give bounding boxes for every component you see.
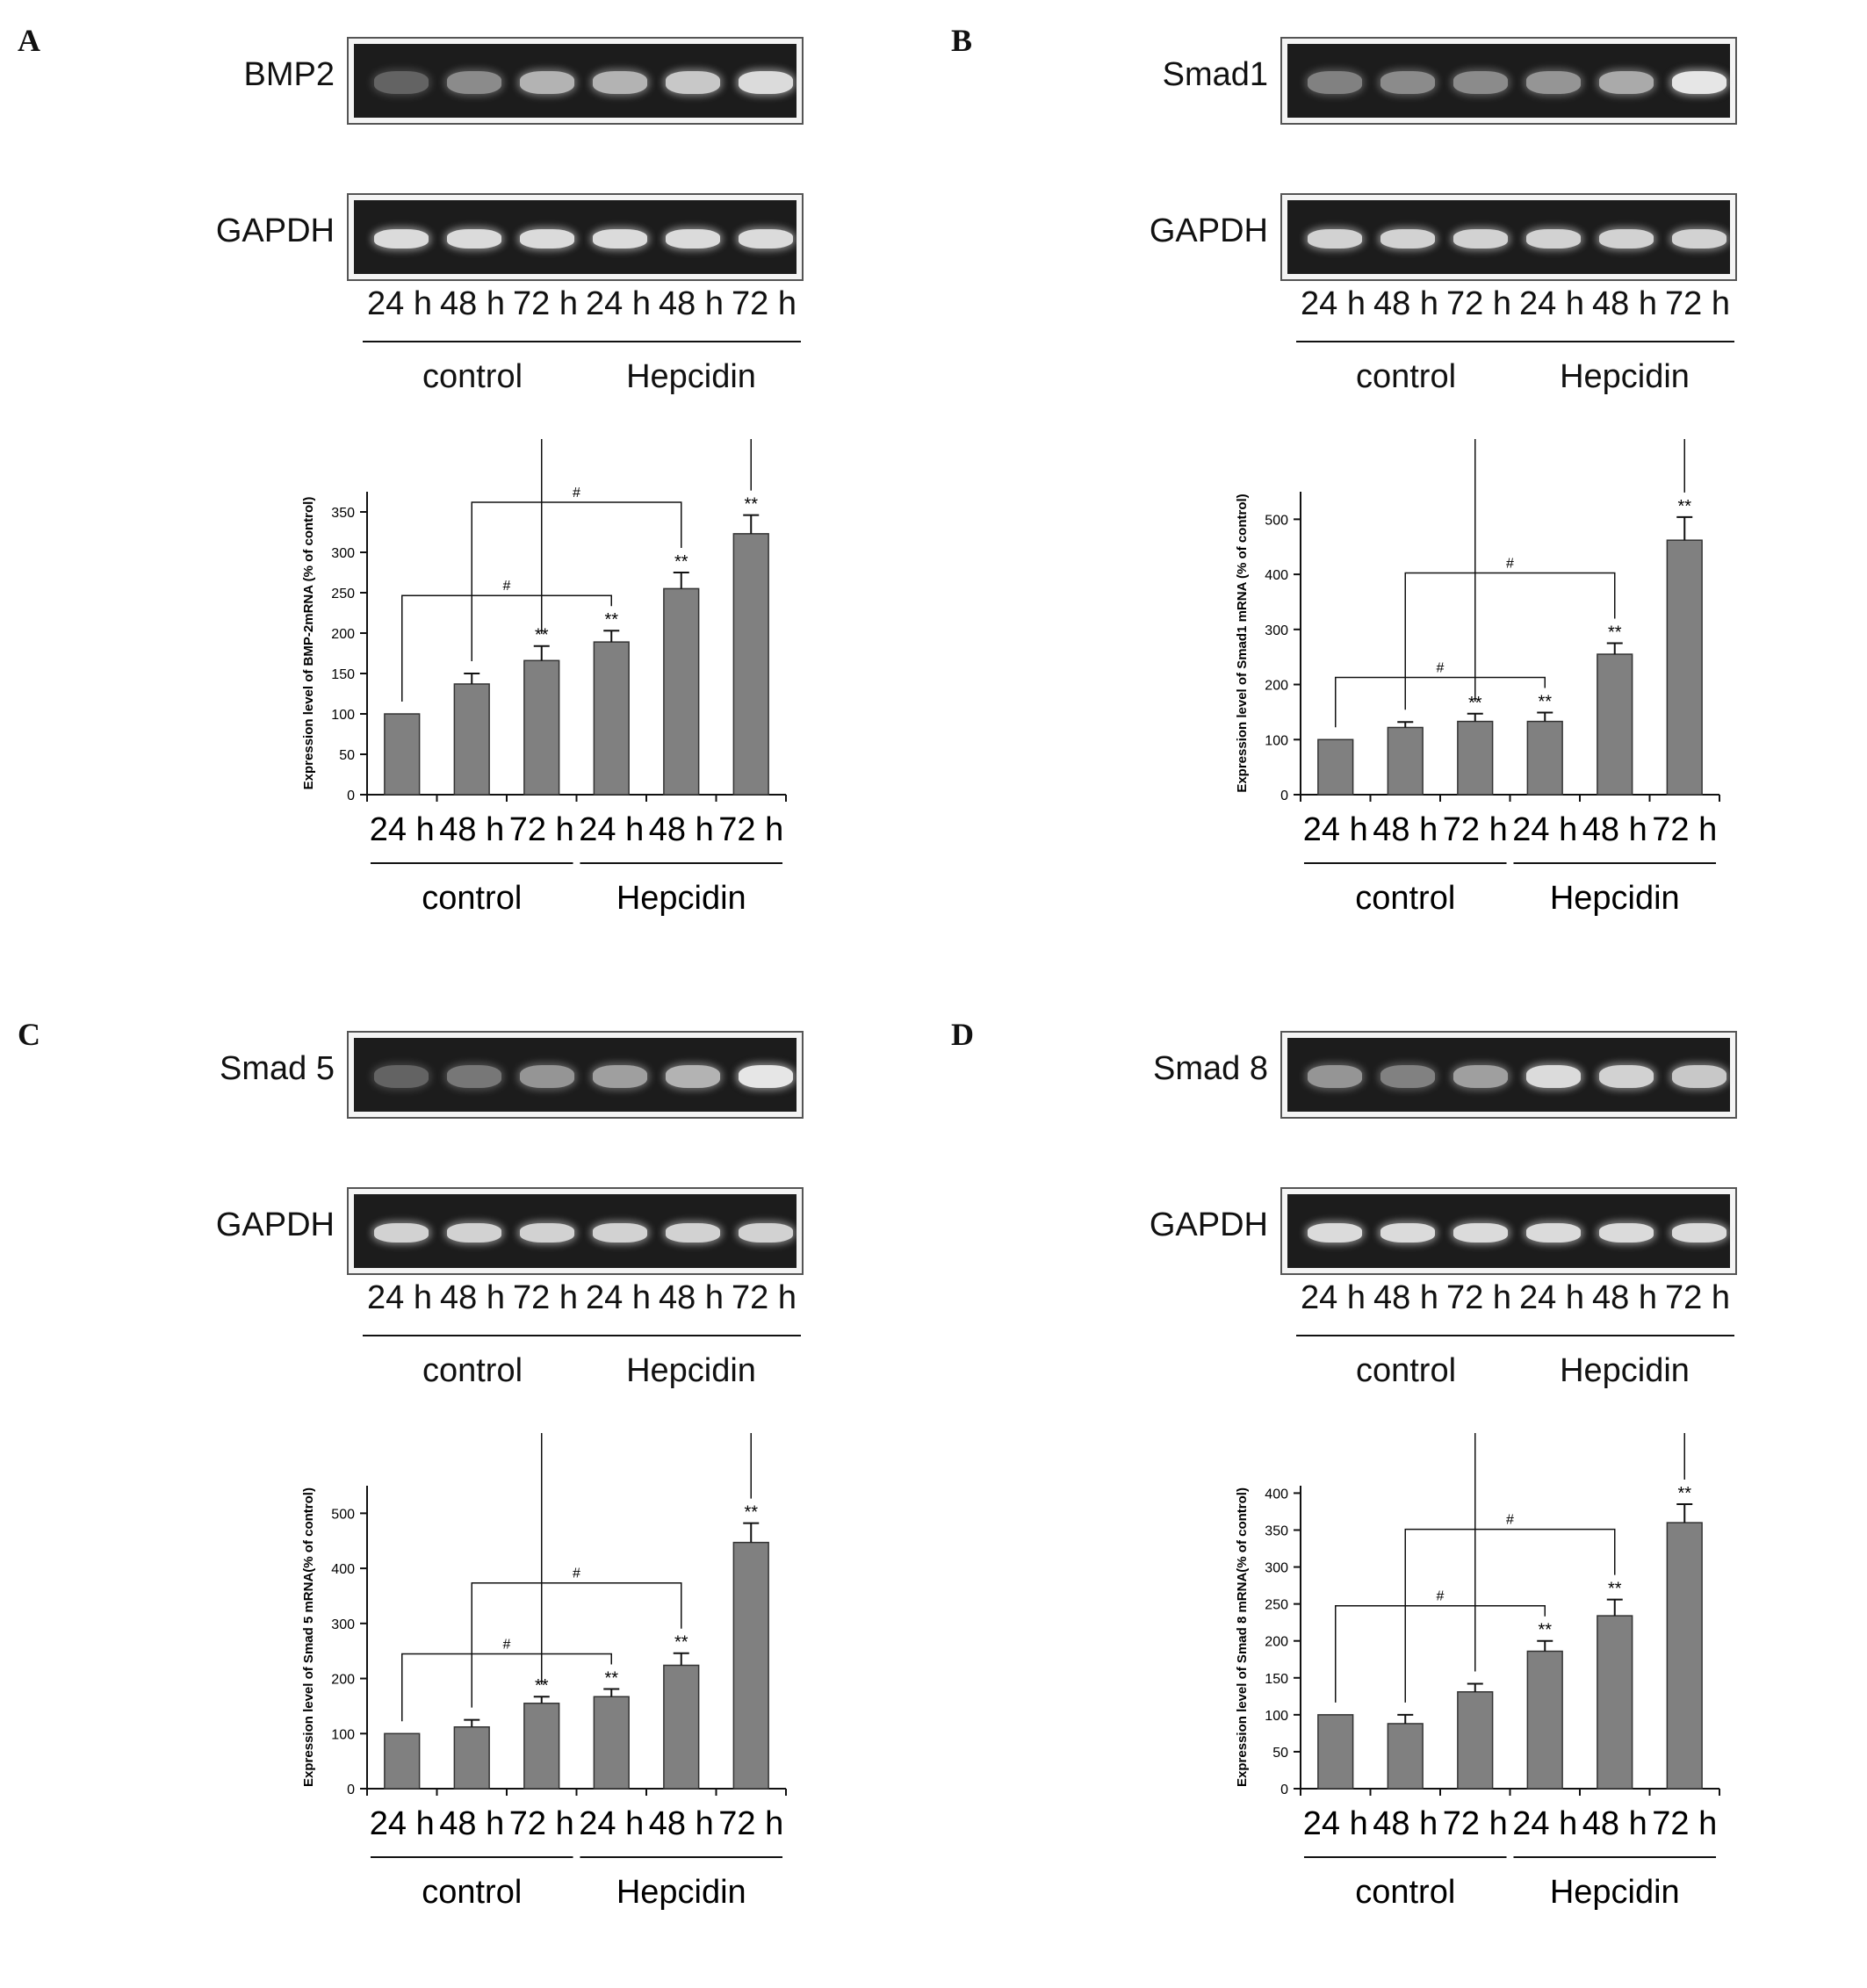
- gel-band: [1380, 1223, 1435, 1242]
- gel-band: [593, 229, 647, 248]
- panel-letter: A: [18, 23, 40, 58]
- gel-band: [1453, 71, 1508, 94]
- gel-background: [1287, 1194, 1730, 1268]
- gene-label: Smad 5: [220, 1050, 335, 1087]
- significance-marker: **: [674, 552, 688, 572]
- gel-lane-label: 48 h: [659, 1279, 724, 1316]
- gel-lane-label: 24 h: [1301, 285, 1366, 322]
- gene-gel-image: [1280, 37, 1737, 125]
- bar: [664, 1665, 699, 1789]
- x-tick-label: 24 h: [369, 1805, 435, 1842]
- chart-group-label: Hepcidin: [1549, 1874, 1680, 1911]
- gel-band: [1308, 71, 1362, 94]
- gel-band: [520, 1223, 574, 1242]
- gel-band: [1672, 229, 1726, 248]
- bar-chart: [0, 1433, 934, 1925]
- gel-band: [739, 71, 793, 94]
- x-tick-label: 48 h: [1373, 1805, 1438, 1842]
- gel-group-line: [1296, 1335, 1516, 1336]
- gel-band: [1526, 1065, 1581, 1088]
- gel-background: [1287, 1038, 1730, 1112]
- y-axis-label: Expression level of Smad1 mRNA (% of control): [1235, 493, 1250, 793]
- gapdh-gel-image: [347, 1187, 804, 1275]
- gel-band: [374, 229, 429, 248]
- panel-d: [934, 994, 1867, 1988]
- y-tick-label: 100: [331, 708, 355, 723]
- gel-lane-label: 24 h: [367, 285, 432, 322]
- y-tick-label: 200: [331, 1672, 355, 1688]
- y-tick-label: 0: [1280, 789, 1288, 803]
- panel-c: [0, 994, 934, 1988]
- significance-marker: **: [534, 1676, 549, 1696]
- gel-group-line: [1296, 341, 1516, 342]
- gel-group-line: [1515, 341, 1734, 342]
- gel-lane-label: 72 h: [1665, 285, 1730, 322]
- y-tick-label: 500: [1265, 513, 1288, 529]
- gel-band: [666, 1223, 720, 1242]
- y-tick-label: 150: [331, 667, 355, 682]
- gel-lane-label: 72 h: [732, 1279, 797, 1316]
- x-tick-label: 48 h: [439, 811, 505, 848]
- y-tick-label: 300: [331, 1617, 355, 1632]
- significance-marker: **: [1677, 1484, 1692, 1504]
- gel-band: [666, 71, 720, 94]
- x-tick-label: 48 h: [439, 1805, 505, 1842]
- y-tick-label: 300: [331, 546, 355, 561]
- x-tick-label: 72 h: [1652, 811, 1718, 848]
- gel-lane-label: 48 h: [1373, 285, 1438, 322]
- gel-group-label: control: [1355, 1352, 1457, 1389]
- gel-band: [739, 1065, 793, 1088]
- significance-marker: **: [1538, 692, 1553, 712]
- x-tick-label: 48 h: [1373, 811, 1438, 848]
- x-tick-label: 24 h: [1512, 1805, 1578, 1842]
- gapdh-label: GAPDH: [215, 1206, 335, 1243]
- gel-lane-label: 48 h: [440, 285, 505, 322]
- bar: [1458, 1692, 1493, 1789]
- gel-lane-label: 72 h: [1665, 1279, 1730, 1316]
- x-tick-label: 24 h: [579, 1805, 645, 1842]
- gel-group-label: Hepcidin: [626, 1352, 756, 1389]
- x-tick-label: 24 h: [1302, 811, 1368, 848]
- gene-gel-image: [347, 1031, 804, 1119]
- gel-band: [374, 71, 429, 94]
- gel-group-label: control: [422, 358, 523, 395]
- chart-group-label: control: [1355, 880, 1456, 917]
- gel-band: [666, 229, 720, 248]
- gene-gel-image: [1280, 1031, 1737, 1119]
- bar-chart: [0, 439, 934, 931]
- y-tick-label: 500: [331, 1507, 355, 1523]
- gene-label: BMP2: [243, 56, 335, 93]
- y-tick-label: 200: [1265, 678, 1288, 694]
- bracket-label: #: [1436, 1588, 1445, 1604]
- significance-marker: **: [604, 1668, 619, 1689]
- gel-lane-label: 72 h: [513, 285, 578, 322]
- bar: [1667, 1523, 1702, 1789]
- gapdh-label: GAPDH: [1149, 1206, 1268, 1243]
- significance-bracket: [402, 595, 612, 702]
- gel-group-label: Hepcidin: [1560, 1352, 1690, 1389]
- gel-band: [1453, 1223, 1508, 1242]
- gapdh-gel-image: [1280, 1187, 1737, 1275]
- gapdh-gel-image: [1280, 193, 1737, 281]
- bar-chart: [934, 439, 1867, 931]
- bracket-label: #: [573, 1566, 580, 1581]
- significance-bracket: [1336, 1606, 1546, 1703]
- gel-group-label: control: [422, 1352, 523, 1389]
- bracket-label: #: [1506, 1512, 1514, 1528]
- x-tick-label: 48 h: [648, 811, 714, 848]
- gel-band: [520, 1065, 574, 1088]
- panel-letter: B: [951, 23, 973, 58]
- gel-band: [1453, 229, 1508, 248]
- bar-chart: [934, 1433, 1867, 1925]
- bar: [454, 684, 489, 795]
- gel-group-line: [581, 341, 801, 342]
- gel-band: [1380, 1065, 1435, 1088]
- bar: [1388, 727, 1423, 795]
- significance-bracket: [402, 1653, 612, 1721]
- significance-marker: **: [674, 1632, 688, 1653]
- gel-band: [374, 1065, 429, 1088]
- bar: [664, 588, 699, 795]
- gel-background: [1287, 200, 1730, 274]
- gel-lane-label: 48 h: [1373, 1279, 1438, 1316]
- gel-background: [354, 44, 797, 118]
- significance-marker: **: [534, 625, 549, 645]
- significance-marker: **: [1607, 623, 1622, 643]
- y-tick-label: 0: [347, 789, 355, 803]
- x-tick-label: 24 h: [1302, 1805, 1368, 1842]
- y-tick-label: 100: [1265, 733, 1288, 749]
- bar: [385, 714, 420, 795]
- y-tick-label: 350: [1265, 1523, 1288, 1539]
- gel-band: [1599, 71, 1654, 94]
- bar: [1527, 1651, 1562, 1789]
- significance-bracket: [542, 1433, 752, 1684]
- gel-band: [447, 1065, 501, 1088]
- x-tick-label: 48 h: [648, 1805, 714, 1842]
- y-tick-label: 50: [339, 748, 355, 763]
- chart-group-label: control: [422, 1874, 523, 1911]
- x-tick-label: 48 h: [1582, 1805, 1647, 1842]
- y-tick-label: 250: [1265, 1597, 1288, 1613]
- y-tick-label: 400: [331, 1562, 355, 1578]
- gel-band: [593, 71, 647, 94]
- gel-band: [1526, 229, 1581, 248]
- bar: [524, 660, 559, 795]
- significance-marker: **: [604, 610, 619, 630]
- gel-band: [1526, 71, 1581, 94]
- gel-background: [354, 1038, 797, 1112]
- gel-lane-label: 24 h: [586, 1279, 651, 1316]
- gel-band: [447, 1223, 501, 1242]
- bracket-label: #: [502, 579, 511, 594]
- gel-band: [1380, 71, 1435, 94]
- gel-band: [1672, 1065, 1726, 1088]
- bar: [1527, 722, 1562, 795]
- bar: [1318, 739, 1353, 795]
- gel-band: [1308, 1065, 1362, 1088]
- gel-band: [1308, 1223, 1362, 1242]
- gel-band: [374, 1223, 429, 1242]
- gel-lane-label: 24 h: [367, 1279, 432, 1316]
- y-tick-label: 400: [1265, 1487, 1288, 1502]
- bar: [594, 1696, 629, 1789]
- bracket-label: #: [573, 486, 580, 501]
- bar: [733, 534, 768, 795]
- significance-bracket: [1336, 678, 1546, 728]
- y-tick-label: 300: [1265, 623, 1288, 638]
- gel-band: [520, 229, 574, 248]
- gel-lane-label: 24 h: [1301, 1279, 1366, 1316]
- gel-group-line: [363, 1335, 582, 1336]
- gel-group-line: [1515, 1335, 1734, 1336]
- chart-group-label: control: [422, 880, 523, 917]
- gene-gel-image: [347, 37, 804, 125]
- gel-background: [1287, 44, 1730, 118]
- gel-lane-label: 72 h: [513, 1279, 578, 1316]
- gel-background: [354, 1194, 797, 1268]
- x-tick-label: 24 h: [579, 811, 645, 848]
- significance-bracket: [1405, 573, 1615, 710]
- gapdh-label: GAPDH: [1149, 212, 1268, 249]
- gel-background: [354, 200, 797, 274]
- chart-group-label: control: [1355, 1874, 1456, 1911]
- gel-band: [1380, 229, 1435, 248]
- gel-band: [1453, 1065, 1508, 1088]
- significance-marker: **: [1538, 1620, 1553, 1640]
- bracket-label: #: [1506, 556, 1514, 572]
- gel-lane-label: 72 h: [1446, 285, 1511, 322]
- gel-group-line: [581, 1335, 801, 1336]
- gapdh-gel-image: [347, 193, 804, 281]
- x-tick-label: 72 h: [718, 1805, 784, 1842]
- x-tick-label: 24 h: [1512, 811, 1578, 848]
- chart-group-label: Hepcidin: [616, 880, 746, 917]
- gel-band: [1672, 1223, 1726, 1242]
- y-tick-label: 100: [1265, 1708, 1288, 1724]
- significance-marker: **: [1607, 1579, 1622, 1599]
- bracket-label: #: [502, 1637, 511, 1653]
- gel-lane-label: 24 h: [1519, 285, 1584, 322]
- y-tick-label: 250: [331, 587, 355, 601]
- gel-lane-label: 48 h: [659, 285, 724, 322]
- gel-group-line: [363, 341, 582, 342]
- significance-marker: **: [744, 1502, 759, 1523]
- significance-marker: **: [1677, 496, 1692, 516]
- x-tick-label: 72 h: [1442, 811, 1508, 848]
- panel-letter: D: [951, 1017, 974, 1052]
- gapdh-label: GAPDH: [215, 212, 335, 249]
- gel-band: [666, 1065, 720, 1088]
- bar: [385, 1733, 420, 1789]
- gel-lane-label: 48 h: [440, 1279, 505, 1316]
- bar: [1458, 722, 1493, 795]
- gel-lane-label: 72 h: [732, 285, 797, 322]
- significance-marker: **: [744, 494, 759, 515]
- x-tick-label: 24 h: [369, 811, 435, 848]
- gel-band: [593, 1065, 647, 1088]
- significance-marker: **: [1467, 693, 1482, 713]
- y-tick-label: 200: [331, 627, 355, 642]
- bar: [1388, 1724, 1423, 1789]
- bar: [1318, 1715, 1353, 1789]
- x-tick-label: 72 h: [1442, 1805, 1508, 1842]
- gel-band: [739, 229, 793, 248]
- y-tick-label: 0: [347, 1783, 355, 1797]
- gel-band: [593, 1223, 647, 1242]
- y-tick-label: 300: [1265, 1560, 1288, 1576]
- bar: [594, 642, 629, 795]
- gel-band: [1526, 1223, 1581, 1242]
- gene-label: Smad 8: [1153, 1050, 1268, 1087]
- gel-group-label: Hepcidin: [1560, 358, 1690, 395]
- y-tick-label: 100: [331, 1727, 355, 1743]
- x-tick-label: 72 h: [508, 811, 574, 848]
- gel-band: [1672, 71, 1726, 94]
- bar: [1597, 654, 1633, 795]
- y-axis-label: Expression level of Smad 5 mRNA(% of control): [301, 1487, 316, 1787]
- panel-letter: C: [18, 1017, 40, 1052]
- y-axis-label: Expression level of Smad 8 mRNA(% of control): [1235, 1487, 1250, 1787]
- y-tick-label: 150: [1265, 1671, 1288, 1687]
- x-tick-label: 72 h: [718, 811, 784, 848]
- gel-group-label: Hepcidin: [626, 358, 756, 395]
- gel-lane-label: 24 h: [1519, 1279, 1584, 1316]
- gel-lane-label: 48 h: [1592, 285, 1657, 322]
- y-tick-label: 200: [1265, 1634, 1288, 1650]
- bar: [1597, 1616, 1633, 1789]
- x-tick-label: 48 h: [1582, 811, 1647, 848]
- gene-label: Smad1: [1162, 56, 1268, 93]
- gel-band: [739, 1223, 793, 1242]
- panel-a: [0, 0, 934, 994]
- gel-band: [1308, 229, 1362, 248]
- significance-bracket: [1475, 1433, 1685, 1672]
- bracket-label: #: [1436, 660, 1445, 676]
- gel-band: [1599, 229, 1654, 248]
- bar: [524, 1703, 559, 1789]
- gel-band: [1599, 1223, 1654, 1242]
- y-tick-label: 0: [1280, 1783, 1288, 1797]
- y-axis-label: Expression level of BMP-2mRNA (% of control): [301, 496, 316, 790]
- x-tick-label: 72 h: [508, 1805, 574, 1842]
- bar: [1667, 540, 1702, 795]
- gel-group-label: control: [1355, 358, 1457, 395]
- chart-group-label: Hepcidin: [616, 1874, 746, 1911]
- gel-lane-label: 72 h: [1446, 1279, 1511, 1316]
- gel-lane-label: 24 h: [586, 285, 651, 322]
- gel-band: [447, 71, 501, 94]
- significance-bracket: [1405, 1530, 1615, 1703]
- gel-band: [1599, 1065, 1654, 1088]
- y-tick-label: 350: [331, 506, 355, 521]
- bar: [454, 1727, 489, 1789]
- chart-group-label: Hepcidin: [1549, 880, 1680, 917]
- panel-b: [934, 0, 1867, 994]
- y-tick-label: 400: [1265, 568, 1288, 584]
- bar: [733, 1543, 768, 1789]
- gel-band: [520, 71, 574, 94]
- gel-lane-label: 48 h: [1592, 1279, 1657, 1316]
- y-tick-label: 50: [1272, 1745, 1288, 1761]
- significance-bracket: [542, 439, 752, 634]
- gel-band: [447, 229, 501, 248]
- x-tick-label: 72 h: [1652, 1805, 1718, 1842]
